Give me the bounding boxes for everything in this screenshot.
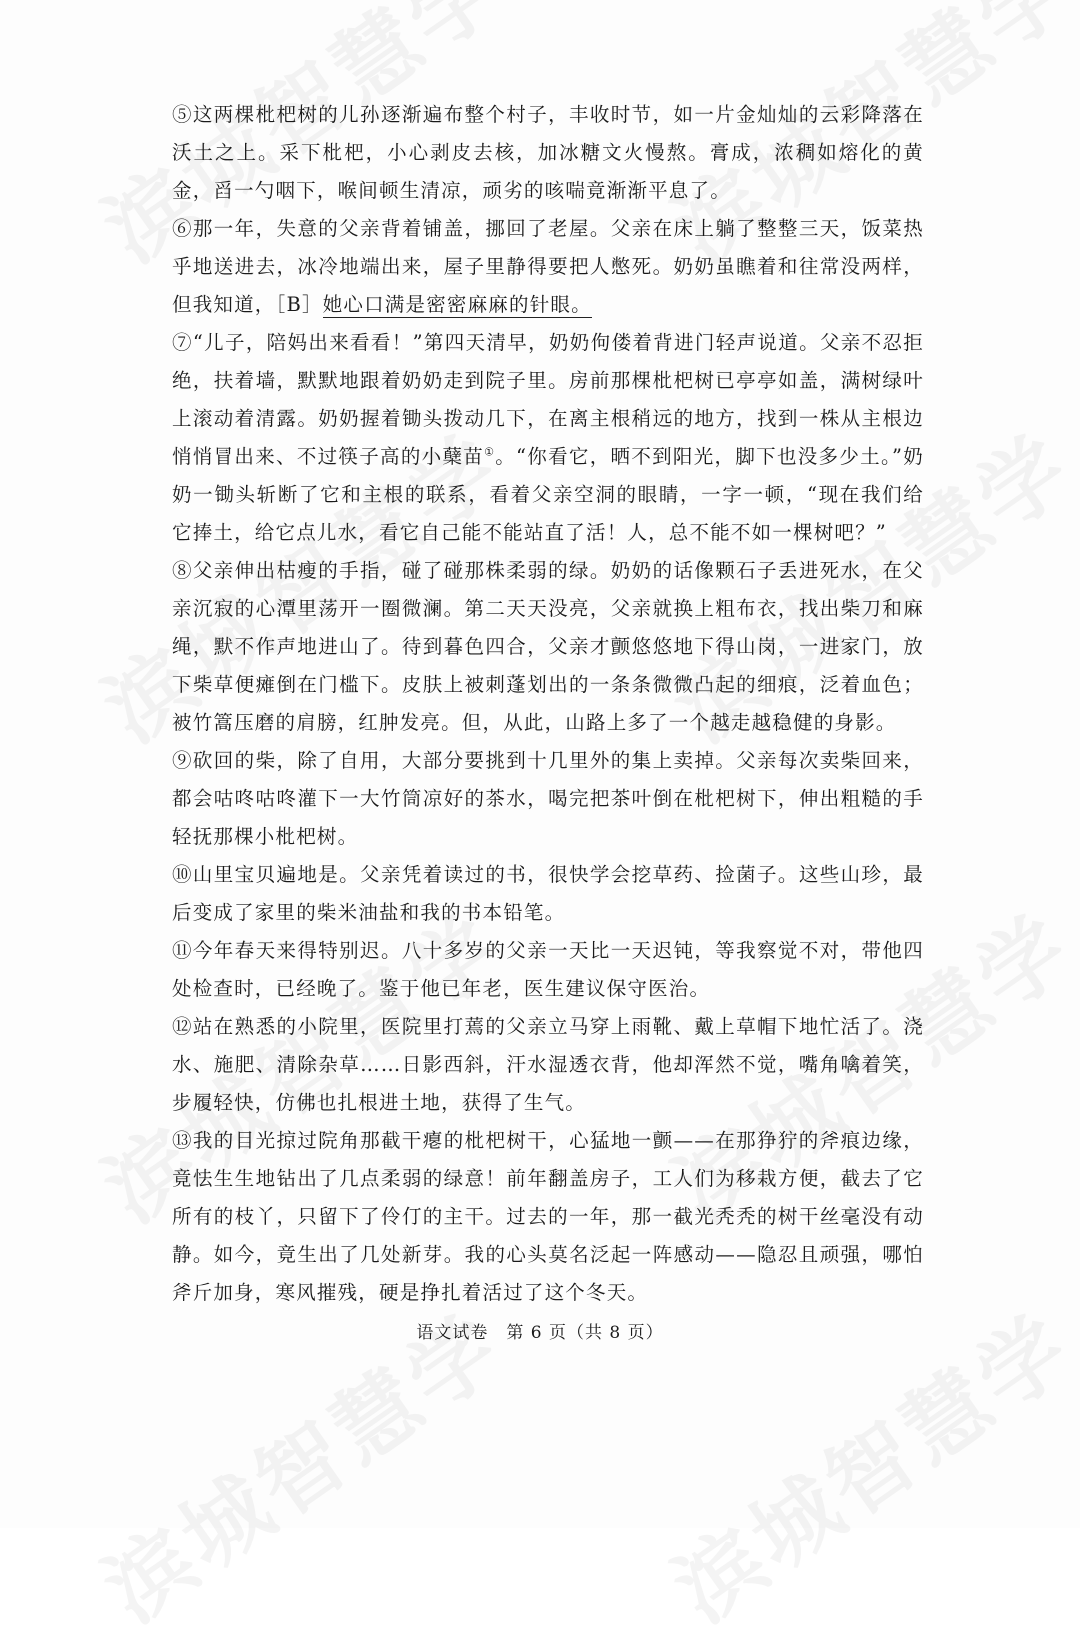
question-marker-b: ［B］ (275, 293, 323, 316)
footnote-marker: ① (484, 445, 496, 459)
paragraph-7-text-cont: 。“你看它，晒不到阳光，脚下也没多少土。”奶奶一锄头斩断了它和主根的联系，看着父亲空洞的眼睛，一字一顿，“现在我们给它捧土，给它点儿水，看它自己能不能站直了活！人，总不能不如一棵树吧？” (172, 445, 924, 544)
paragraph-9: ⑨砍回的柴，除了自用，大部分要挑到十几里外的集上卖掉。父亲每次卖柴回来，都会咕咚咕咚灌下一大竹筒凉好的茶水，喝完把茶叶倒在枇杷树下，伸出粗糙的手轻抚那棵小枇杷树。 (172, 749, 924, 848)
underlined-sentence-b: 她心口满是密密麻麻的针眼。 (322, 293, 592, 316)
paragraph-10: ⑩山里宝贝遍地是。父亲凭着读过的书，很快学会挖草药、捡菌子。这些山珍，最后变成了家里的柴米油盐和我的书本铅笔。 (172, 863, 924, 924)
paragraph-7 (172, 324, 924, 552)
paragraph-5: ⑤这两棵枇杷树的儿孙逐渐遍布整个村子，丰收时节，如一片金灿灿的云彩降落在沃土之上。采下枇杷，小心剥皮去核，加冰糖文火慢熬。膏成，浓稠如熔化的黄金，舀一勺咽下，喉间顿生清凉，顽劣的咳喘竟渐渐平息了。 (172, 103, 924, 202)
paragraph-6-text: ⑥那一年，失意的父亲背着铺盖，挪回了老屋。父亲在床上躺了整整三天，饭菜热乎地送进去，冰冷地端出来，屋子里静得要把人憋死。奶奶虽瞧着和往常没两样，但我知道， (172, 217, 924, 316)
paragraph-11: ⑪今年春天来得特别迟。八十多岁的父亲一天比一天迟钝，等我察觉不对，带他四处检查时，已经晚了。鉴于他已年老，医生建议保守医治。 (172, 939, 924, 1000)
paragraph-13: ⑬我的目光掠过院角那截干瘪的枇杷树干，心猛地一颤——在那狰狞的斧痕边缘，竟怯生生地钻出了几点柔弱的绿意！前年翻盖房子，工人们为移栽方便，截去了它所有的枝丫，只留下了伶仃的主干。过去的一年，那一截光秃秃的树干丝毫没有动静。如今，竟生出了几处新芽。我的心头莫名泛起一阵感动——隐忍且顽强，哪怕斧斤加身，寒风摧残，硬是挣扎着活过了这个冬天。 (172, 1129, 924, 1304)
paragraph-7-text: ⑦“儿子，陪妈出来看看！”第四天清早，奶奶佝偻着背进门轻声说道。父亲不忍拒绝，扶着墙，默默地跟着奶奶走到院子里。房前那棵枇杷树已亭亭如盖，满树绿叶上滚动着清露。奶奶握着锄头拨动几下，在离主根稍远的地方，找到一株从主根边悄悄冒出来、不过筷子高的小蘖苗 (172, 331, 924, 468)
page-footer: 语文试卷 第 6 页（共 8 页） (416, 1323, 664, 1343)
paragraph-12: ⑫站在熟悉的小院里，医院里打蔫的父亲立马穿上雨靴、戴上草帽下地忙活了。浇水、施肥、清除杂草……日影西斜，汗水湿透衣背，他却浑然不觉，嘴角噙着笑，步履轻快，仿佛也扎根进土地，获得了生气。 (172, 1015, 924, 1114)
article-body (172, 96, 924, 1312)
paragraph-6 (172, 210, 924, 324)
paragraph-8: ⑧父亲伸出枯瘦的手指，碰了碰那株柔弱的绿。奶奶的话像颗石子丢进死水，在父亲沉寂的心潭里荡开一圈微澜。第二天天没亮，父亲就换上粗布衣，找出柴刀和麻绳，默不作声地进山了。待到暮色四合，父亲才颤悠悠地下得山岗，一进家门，放下柴草便瘫倒在门槛下。皮肤上被刺蓬划出的一条条微微凸起的细痕，泛着血色；被竹篙压磨的肩膀，红肿发亮。但，从此，山路上多了一个越走越稳健的身影。 (172, 559, 924, 734)
